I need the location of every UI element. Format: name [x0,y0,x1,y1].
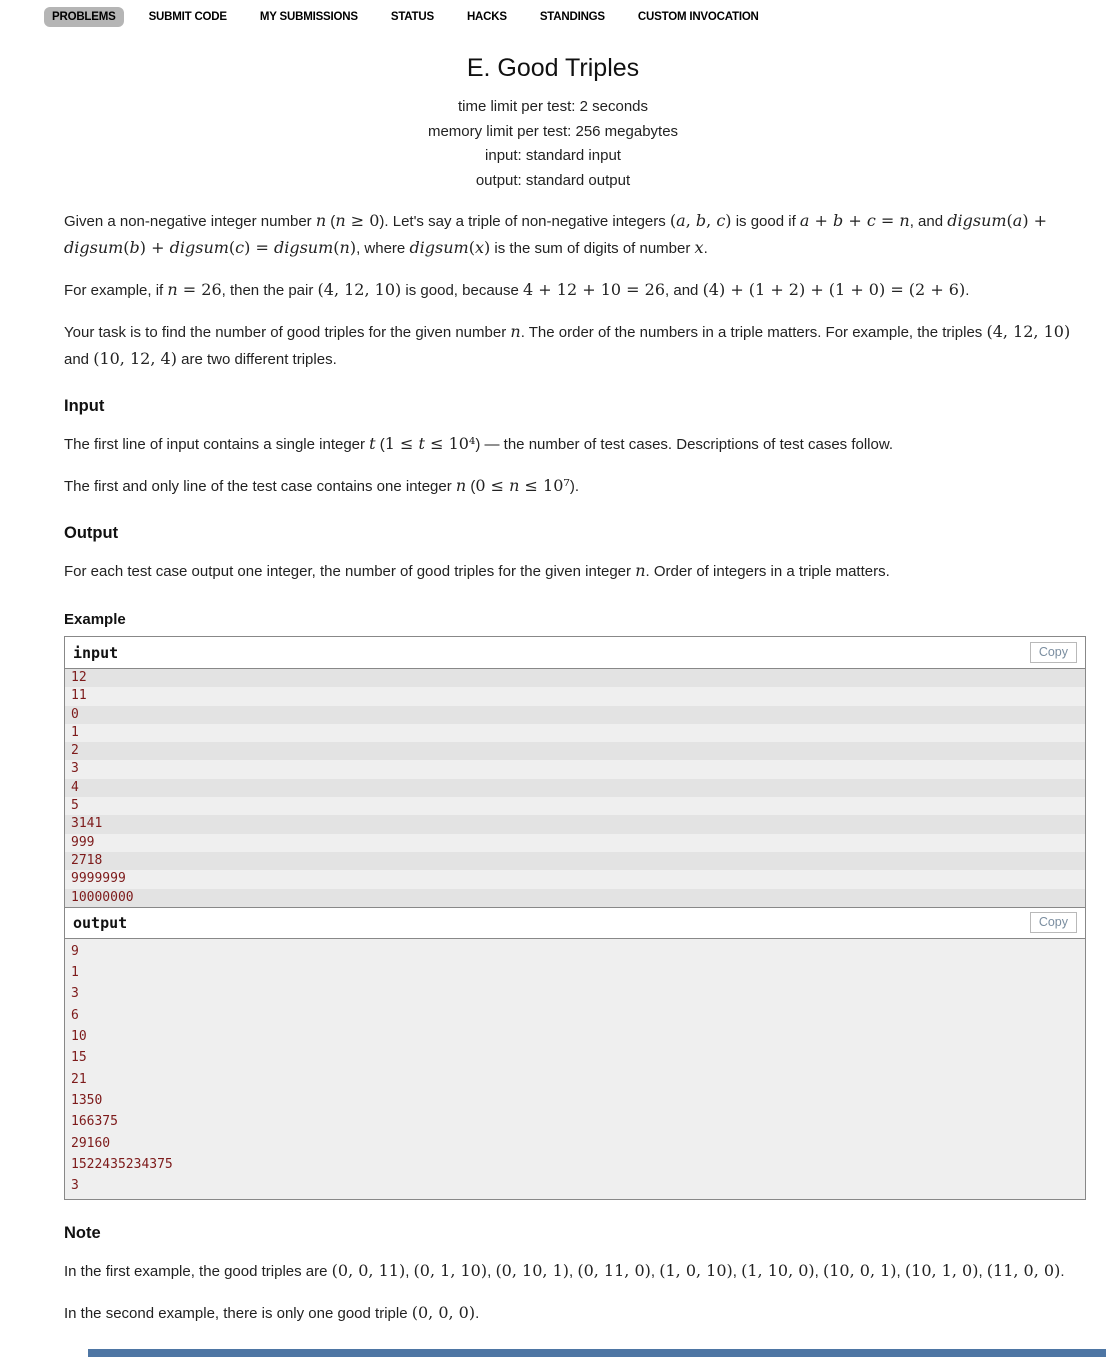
output-paragraph: For each test case output one integer, the number of good triples for the given integer n. Order of integers in a triple matters. [64,561,890,580]
sample-input-header [65,637,1085,669]
sample-input-line: 2718 [65,852,1085,870]
sample-input-line: 9999999 [65,870,1085,888]
sample-output-line: 1 [71,965,79,981]
problem-statement [64,208,1086,1327]
tab-submit-code[interactable]: SUBMIT CODE [148,10,227,23]
sample-input-line: 3 [65,760,1085,778]
sample-input-line: 0 [65,706,1085,724]
sample-output-line: 6 [71,1007,79,1023]
sample-output-line: 166375 [71,1114,118,1130]
limit-line: time limit per test: 2 seconds [457,98,649,115]
input-paragraph: The first line of input contains a single integer t (1 ≤ t ≤ 10⁴) — the number of test cases. Descriptions of test cases follow. [64,434,894,453]
sample-output-line: 10 [71,1029,87,1045]
sample-input-line: 10000000 [65,889,1085,907]
copy-input-button[interactable]: Copy [1030,642,1077,663]
note-paragraph: In the second example, there is only one good triple (0, 0, 0). [64,1303,480,1323]
limit-line: output: standard output [475,171,631,189]
tab-standings[interactable]: STANDINGS [539,10,605,23]
sample-output-line: 29160 [71,1135,111,1151]
sample-input-line: 999 [65,834,1085,852]
sample-input-line: 11 [65,687,1085,705]
sample-tests [64,636,1086,1200]
note-heading: Note [64,1224,101,1243]
sample-input-title: input [73,643,119,662]
sample-input-lines [65,669,1085,907]
sample-input-line: 5 [65,797,1085,815]
sample-output-line: 21 [71,1071,87,1087]
note-paragraph: In the first example, the good triples are (0, 0, 11), (0, 1, 10), (0, 10, 1), (0, 11, 0), (1, 0, 10), (1, 10, 0), (10, 0, 1), (10, 1, 0), (11, 0, 0). [64,1261,1065,1281]
problem-header [0,54,1106,193]
statement-paragraph: Given a non-negative integer number n (n ≥ 0). Let's say a triple of non-negative integers (a, b, c) is good if a + b + c = n, and digsum(a) + digsum(b) + digsum(c) = digsum(n), where digsum(x) is the sum of digits of number x. [64,211,1048,257]
statement-paragraph: For example, if n = 26, then the pair (4, 12, 10) is good, because 4 + 12 + 10 = 26, and (4) + (1 + 2) + (1 + 0) = (2 + 6). [64,280,970,299]
sample-output-line: 3 [71,986,79,1002]
sample-output-line: 15 [71,1050,87,1066]
tab-hacks[interactable]: HACKS [466,10,507,23]
sample-input-line: 1 [65,724,1085,742]
problem-limits [0,95,1106,193]
sample-output-title: output [73,913,128,932]
sample-output-line: 3 [71,1178,79,1194]
sample-output-line: 9 [71,943,79,959]
tab-custom-invocation[interactable]: CUSTOM INVOCATION [637,10,759,23]
input-paragraph: The first and only line of the test case contains one integer n (0 ≤ n ≤ 10⁷). [64,476,579,495]
sample-output-lines [65,939,1085,1200]
sample-input-line: 12 [65,669,1085,687]
statement-paragraph: Your task is to find the number of good triples for the given number n. The order of the numbers in a triple matters. For example, the triples (4, 12, 10) and (10, 12, 4) are two different triples. [64,322,1071,368]
tab-bar [0,0,1106,28]
limit-line: memory limit per test: 256 megabytes [427,122,679,140]
limit-line: input: standard input [485,147,621,164]
footer-bar [88,1349,1106,1357]
sample-input-line: 4 [65,779,1085,797]
tab-my-submissions[interactable]: MY SUBMISSIONS [259,10,358,23]
tab-problems[interactable]: PROBLEMS [44,7,124,27]
sample-output-line: 1350 [71,1092,103,1108]
copy-output-button[interactable]: Copy [1030,912,1077,933]
example-heading: Example [64,611,126,628]
sample-output-header [65,907,1085,939]
sample-input-line: 2 [65,742,1085,760]
problem-title: E. Good Triples [466,54,640,82]
sample-output-line: 1522435234375 [71,1156,173,1172]
input-heading: Input [64,397,105,415]
sample-input-line: 3141 [65,815,1085,833]
output-heading: Output [64,524,119,542]
tab-status[interactable]: STATUS [390,10,434,23]
